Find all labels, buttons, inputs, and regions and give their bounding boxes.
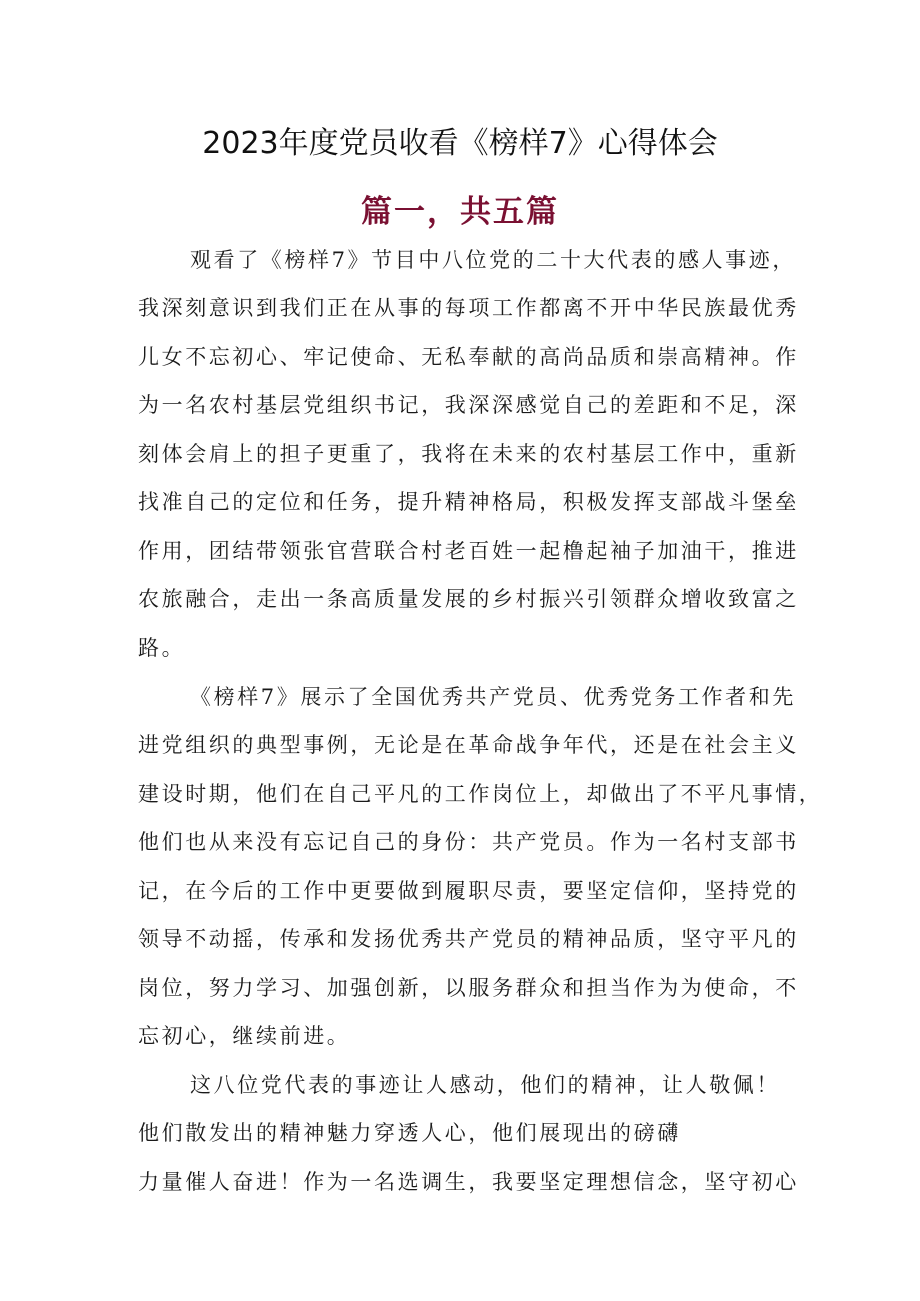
paragraph-line: 路。 (138, 636, 186, 660)
paragraph-line: 他们散发出的精神魅力穿透人心，他们展现出的磅礴 (138, 1121, 681, 1145)
paragraph-line: 这八位党代表的事迹让人感动，他们的精神，让人敬佩！ (190, 1073, 780, 1097)
paragraph-line: 作用，团结带领张官营联合村老百姓一起橹起袖子加油干，推进 (138, 539, 799, 563)
paragraph-line: 为一名农村基层党组织书记，我深深感觉自己的差距和不足，深 (138, 393, 799, 417)
paragraph-line: 记，在今后的工作中更要做到履职尽责，要坚定信仰，坚持党的 (138, 879, 799, 903)
paragraph-line: 农旅融合，走出一条高质量发展的乡村振兴引领群众增收致富之 (138, 587, 799, 611)
document-title: 2023年度党员收看《榜样7》心得体会 (202, 126, 718, 161)
paragraph-line: 找准自己的定位和任务，提升精神格局，积极发挥支部战斗堡垒 (138, 490, 799, 514)
paragraph-line: 岗位，努力学习、加强创新，以服务群众和担当作为为使命，不 (138, 976, 799, 1000)
paragraph-line: 力量催人奋进！作为一名选调生，我要坚定理想信念，坚守初心 (138, 1170, 799, 1194)
document-subtitle: 篇一，共五篇 (361, 194, 559, 230)
paragraph-line: 我深刻意识到我们正在从事的每项工作都离不开中华民族最优秀 (138, 296, 799, 320)
paragraph-line: 《榜样7》展示了全国优秀共产党员、优秀党务工作者和先 (190, 685, 796, 709)
paragraph-line: 观看了《榜样7》节目中八位党的二十大代表的感人事迹， (190, 248, 796, 272)
paragraph-line: 他们也从来没有忘记自己的身份：共产党员。作为一名村支部书 (138, 830, 799, 854)
paragraph-line: 刻体会肩上的担子更重了，我将在未来的农村基层工作中，重新 (138, 442, 799, 466)
paragraph-line: 建设时期，他们在自己平凡的工作岗位上，却做出了不平凡事情， (138, 782, 823, 806)
paragraph-line: 进党组织的典型事例，无论是在革命战争年代，还是在社会主义 (138, 733, 799, 757)
paragraph-line: 儿女不忘初心、牢记使命、无私奉献的高尚品质和崇高精神。作 (138, 345, 799, 369)
paragraph-line: 忘初心，继续前进。 (138, 1024, 351, 1048)
paragraph-line: 领导不动摇，传承和发扬优秀共产党员的精神品质，坚守平凡的 (138, 927, 799, 951)
